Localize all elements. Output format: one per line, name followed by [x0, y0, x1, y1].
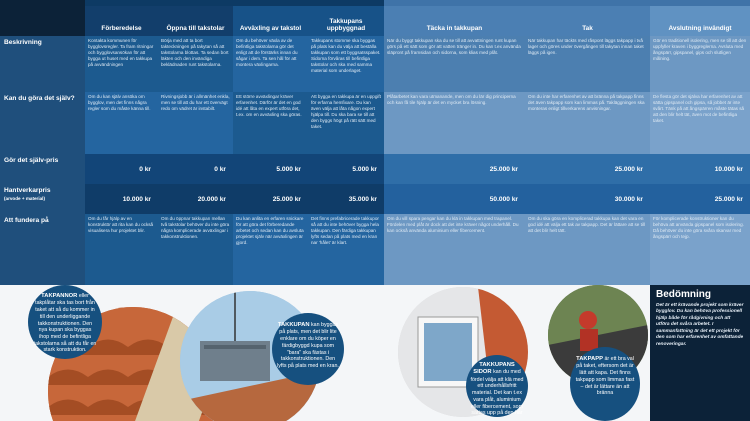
diy-cell: Om du inte har erfarenhet av att bränna på takpapp finns det även takpapp som kan limmas på. Takläggningen ska monteras enligt tillverkarens anvisningar. [525, 92, 650, 154]
desc-cell: När du byggt takkupan ska du se till att avvattningen runt kupan görs på ett sätt som gör att vatten tränger in. Du kan t.ex använda släpront på framsidan och sidorna, som klias med plåt. [384, 36, 525, 92]
diy-cell: Plåtarbetet kan vara utmanande, men om du lär dig principerna och kan få tile hjälp är det en mycket bra lösning. [384, 92, 525, 154]
callout-text: eller takplåtar ska tas bort från taket att så du kommer in till den underliggande takkonstruktionen. Den nya kupan ska byggas ihop med de befintliga takstolarna så att du får en stark konstruktion. [33, 293, 97, 354]
pro-price: 30.000 kr [525, 184, 650, 214]
diy-price: 0 kr [158, 154, 233, 184]
desc-cell: Om du behöver växla av de befintliga takstolarna gör det enligt att de förstärks innan du sågar i dem. Ta sen hål för att montera växlingarna. [233, 36, 308, 92]
consider-cell: Du kan anlita en erfaren snickare för att göra det förberedande arbetet och sedan kan du avsluta projektet själv när avväxlingen är gjord. [233, 214, 308, 285]
diy-cell: Ett större avväxlingar kräver erfarenhet. Därför är det en god idé att låta en expert utföra det, t.ex. om en avväxling ska göras. [233, 92, 308, 154]
col-header-avvaxling: Avväxling av takstol [233, 6, 308, 36]
col-header-uppbyggnad: Takkupans uppbyggnad [308, 6, 384, 36]
callout-text: kan du med fördel välja att klä med ett underhållsfritt material. Det kan t.ex vara plåt, aluminium eller fibercement, som sättas upp på den här [470, 369, 524, 417]
callout-title: TAKKUPAN [277, 322, 310, 328]
diy-price: 5.000 kr [308, 154, 384, 184]
assessment-text: Det är ett krävande projekt som kräver bygglov. Du kan behöva professionell hjälp både för rådgivning och att utföra det svåra arbetet. I sammanfattning är det ett projekt för den som har erfarenhet av omfattande renoveringar. [656, 303, 744, 347]
assessment-panel [650, 285, 750, 421]
callout-text: kan byggas på plats, men det blir lite enklare om du köper en färdigbyggd kupa som "bara" ska fästas i takkonstruktionen. Den lyfts på plats med en kran. [277, 322, 339, 369]
pro-price: 50.000 kr [384, 184, 525, 214]
desc-cell: Kontakta kommunen för bygglovsregler. Ta fram ritningar och bygglovsansökan för att bygga ut huset med en takkupa på avvändningen [85, 36, 158, 92]
callout-takkupan [272, 313, 344, 385]
diy-price: 0 kr [85, 154, 158, 184]
callout-title: TAKKUPANS SIDOR [473, 362, 515, 376]
consider-cell: Om du öppnar takkupan mellan två takstolar behöver du inte göra några komplicerade avväxlingar i takkonstruktionen. [158, 214, 233, 285]
col-header-avslutning: Avslutning invändigt [650, 6, 750, 36]
pro-price: 10.000 kr [85, 184, 158, 214]
pro-price: 25.000 kr [650, 184, 750, 214]
row-label-pro-title: Hantverkarpris [4, 187, 51, 194]
consider-cell: Om du får hjälp av en konstruktör att rita kan du också visualisera hur projektet blir. [85, 214, 158, 285]
pro-price: 25.000 kr [233, 184, 308, 214]
callout-takpapp [570, 347, 640, 421]
diy-price: 25.000 kr [384, 154, 525, 184]
corner-cell [0, 6, 85, 36]
diy-cell: Rivningsjobb är i allmänhet enkla, men se till att du har ett övervägt redo om vädret är instabilt. [158, 92, 233, 154]
col-header-oppna: Öppna till takstolar [158, 6, 233, 36]
diy-price: 25.000 kr [525, 154, 650, 184]
assessment-title: Bedömning [656, 289, 711, 300]
col-header-tacka-in: Täcka in takkupan [384, 6, 525, 36]
consider-cell: För komplicerade konstruktioner kan du behöva att använda gipspanel som isolering. Då behöver du inte göra svåra skarvar med ångspärr och tejp. [650, 214, 750, 285]
illustration-area [0, 285, 650, 421]
callout-takkupans-sidor [466, 355, 528, 417]
row-label-pro-price [0, 184, 85, 214]
row-label-diy-price: Gör det själv-pris [0, 154, 85, 184]
col-header-tak: Tak [525, 6, 650, 36]
col-header-forberedelse: Förberedelse [85, 6, 158, 36]
diy-cell: De flesta gör det själva har erfarenhet av att sätta gipspanel och gipsa, så jobbet är inte svårt. Tänk på att ångspärren måste tätas så att den blir helt tät, även mot de befintliga taket. [650, 92, 750, 154]
desc-cell: Takkupans stomme ska byggas på plats kan du välja att beställa takkupan som ett byggsatsspaket. Sidorna förvåras till befintliga takstolar och ska med samma material som underlaget. [308, 36, 384, 92]
row-label-fundera: Att fundera på [0, 214, 85, 285]
consider-cell: Om du ska göra en komplicerad takkupa kan det vara en god idé att välja ett tak av takpapp. Det är lättare att se till att det blir helt tätt. [525, 214, 650, 285]
callout-title: TAKPANNOR [41, 293, 78, 299]
callout-text: är ett bra val på taket, eftersom det är lätt att kapa. Det finns takpapp som limmas fast – det är lättare än att bränna [575, 356, 635, 397]
row-label-pro-sub: (arvode + material) [4, 195, 45, 201]
diy-cell: Om du kan själv ansöka om bygglov, men det finns några regler som du måste känna till. [85, 92, 158, 154]
diy-cell: Att bygga en takkupa är en uppgift för erfarna hemfixare. Du kan även välja att låta någon expert hjälpa till. Du ska bara se till att den byggs högt på rätt sätt med taket. [308, 92, 384, 154]
desc-cell: Börja med att ta bort takteckningen på takytan så att takstolarna blottas. Ta sedan bort läkten och den invändiga beklädnaden runt takstolarna. [158, 36, 233, 92]
desc-cell: När takkupan har täckts med råspont läggs takpapp i två lager och göres under övergången till takytan innan taket läggs på igen. [525, 36, 650, 92]
diy-price: 10.000 kr [650, 154, 750, 184]
row-label-beskrivning: Beskrivning [0, 36, 85, 92]
row-label-kan-du: Kan du göra det själv? [0, 92, 85, 154]
consider-cell: Om du vill spara pengar kan du klä in takkupan med trapanel. Fördelen med plåt är dock att det inte kräver något underhåll. Du kan också använda aluminium eller fibercement. [384, 214, 525, 285]
consider-cell: Det finns prefabricerade takkupor så att du inte behöver bygga hela takkupan. Den färdiga takkupan lyfts sedan på plats med en kran nar 'hålet' är klart. [308, 214, 384, 285]
desc-cell: Gör en traditionell isolering, men se till att den uppfyller kraven i byggreglerna. Avsluta med ångspärr, gipspanel, gips och slutligen målning. [650, 36, 750, 92]
pro-price: 20.000 kr [158, 184, 233, 214]
callout-takpannor [28, 285, 102, 359]
callout-title: TAKPAPP [576, 356, 603, 362]
pro-price: 35.000 kr [308, 184, 384, 214]
diy-price: 5.000 kr [233, 154, 308, 184]
